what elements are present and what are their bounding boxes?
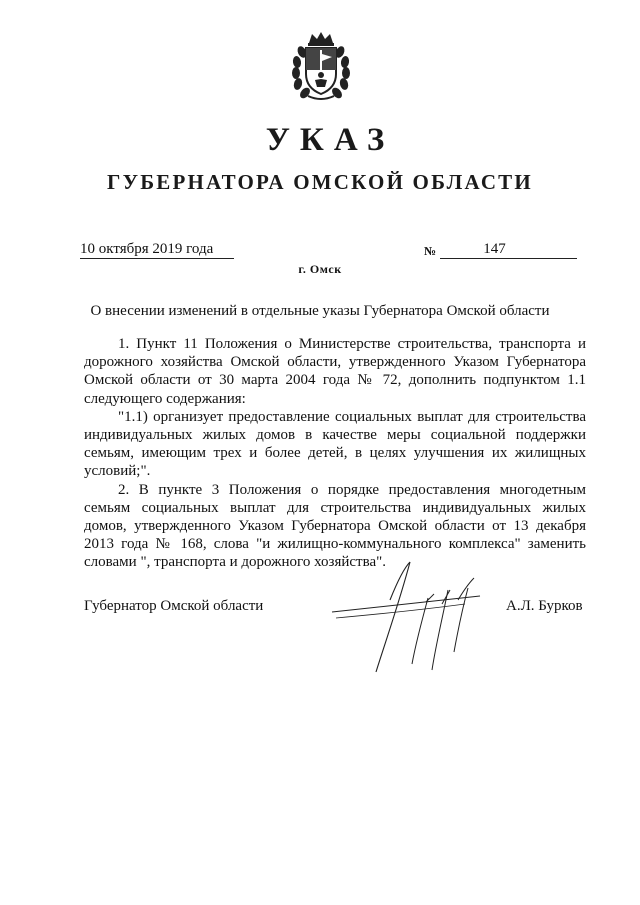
decree-date: 10 октября 2019 года bbox=[80, 240, 234, 259]
signer-title: Губернатор Омской области bbox=[84, 598, 264, 614]
signer-name: А.Л. Бурков bbox=[506, 598, 583, 614]
city: г. Омск bbox=[298, 262, 342, 276]
number-label: № bbox=[424, 244, 437, 258]
document-type-title: УКАЗ bbox=[265, 122, 395, 158]
body-paragraph: 2. В пункте 3 Положения о порядке предоставления многодетным семьям социальных выплат для строительства индивидуальных жилых домов, утвержденного Указом Губернатора Омской области от 13 декабря 2013 года № 168, слова "и жилищно-коммунального комплекса" заменить словами ", транспорта и дорожного хозяйства". bbox=[84, 481, 586, 571]
decree-number: 147 bbox=[440, 240, 577, 259]
issuer-title: ГУБЕРНАТОРА ОМСКОЙ ОБЛАСТИ bbox=[107, 170, 533, 194]
handwritten-signature-icon bbox=[330, 560, 500, 680]
decree-body bbox=[84, 335, 586, 572]
body-paragraph: "1.1) организует предоставление социальных выплат для строительства индивидуальных жилых домов в качестве меры социальной поддержки семьям, имеющим трех и более детей, в целях улучшения их жилищных условий;". bbox=[84, 408, 586, 480]
decree-subject: О внесении изменений в отдельные указы Губернатора Омской области bbox=[90, 303, 550, 319]
omsk-oblast-coat-of-arms-icon bbox=[288, 30, 354, 102]
body-paragraph: 1. Пункт 11 Положения о Министерстве строительства, транспорта и дорожного хозяйства Омской области, утвержденного Указом Губернатора Омской области от 30 марта 2004 года № 72, дополнить подпунктом 1.1 следующего содержания: bbox=[84, 336, 586, 407]
